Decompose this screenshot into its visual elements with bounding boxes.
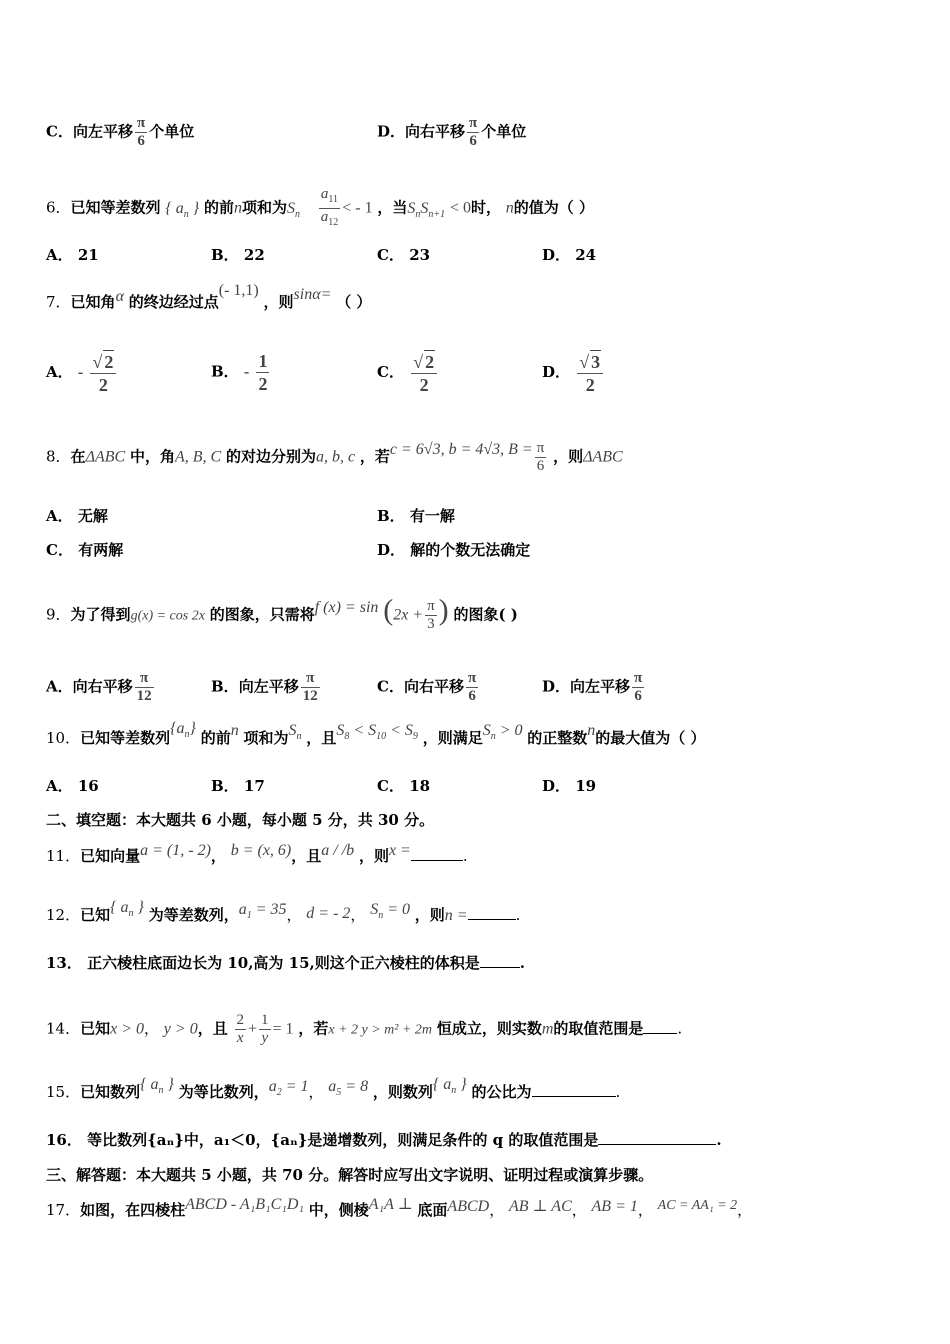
q6-option-a: A． 21: [46, 246, 99, 264]
question-8: 8．在ΔABC 中，角A, B, C 的对边分别为a, b, c ，若c = 6√3, b = 4√3, B = $\frac{\pi}{6}$ ，则ΔABC: [46, 440, 623, 474]
question-10: 10．已知等差数列$\{a_n\}$ 的前n 项和为$S_n$ ，且$S_8 < S_{10} < S_9$ ，则满足$S_n > 0$ 的正整数n的最大值为（ ）: [46, 720, 706, 747]
answer-blank: [411, 860, 463, 861]
question-15: 15．已知数列{ $a_n$ } 为等比数列，$a_2 = 1$， $a_5 = 8$ ，则数列{ $a_n$ } 的公比为 .: [46, 1076, 621, 1101]
q8-option-b: B． 有一解: [377, 507, 455, 525]
q6-option-d: D． 24: [542, 246, 597, 264]
q8-option-c: C． 有两解: [46, 541, 124, 559]
q5-option-d: D．向右平移 $\frac{\pi}{6}$ 个单位: [377, 115, 527, 149]
q8-option-d: D． 解的个数无法确定: [377, 541, 531, 559]
q9-option-d: D．向左平移 $\frac{\pi}{6}$: [542, 670, 643, 704]
q8-option-a: A． 无解: [46, 507, 108, 525]
q7-option-c: C． $\frac{√ 2}{2}$: [377, 350, 439, 396]
question-6: 6．已知等差数列 { $a_n$ } 的前n项和为$S_n$ $\frac{a_{11}}{a_{12}}$ < - 1 ，当$S_nS_{n+1} < 0$时， n的值为（ ）: [46, 186, 594, 228]
question-7: 7．已知角α 的终边经过点(- 1,1) ，则sinα= （ ）: [46, 282, 372, 311]
section-3-heading: 三、解答题：本大题共 5 小题，共 70 分。解答时应写出文字说明、证明过程或演算步骤。: [46, 1166, 654, 1184]
q7-option-d: D． $\frac{√ 3}{2}$: [542, 350, 605, 396]
q10-option-d: D． 19: [542, 777, 597, 795]
q5-option-c: C．向左平移 $\frac{\pi}{6}$ 个单位: [46, 115, 195, 149]
question-17: 17．如图，在四棱柱ABCD - A₁B₁C₁D₁ 中，侧棱A₁A ⊥ 底面ABCD， AB ⊥ AC， AB = 1， AC = AA₁ = 2，: [46, 1196, 753, 1219]
q9-option-c: C．向右平移 $\frac{\pi}{6}$: [377, 670, 477, 704]
question-9: 9．为了得到g(x) = cos 2x 的图象，只需将f (x) = sin (2x + $\frac{\pi}{3}$ ) 的图象( ): [46, 593, 518, 632]
q9-option-a: A．向右平移 $\frac{\pi}{12}$: [46, 670, 152, 704]
question-16: 16． 等比数列{aₙ}中，a₁＜0，{aₙ}是递增数列，则满足条件的 q 的取值范围是 .: [46, 1131, 722, 1149]
q9-option-b: B．向左平移 $\frac{\pi}{12}$: [211, 670, 318, 704]
answer-blank: [643, 1033, 677, 1034]
answer-blank: [598, 1144, 716, 1145]
q6-option-b: B． 22: [211, 246, 265, 264]
question-12: 12．已知{ $a_n$ } 为等差数列，$a_1 = 35$， d = - 2， $S_n = 0$ ，则n = .: [46, 899, 521, 924]
q6-option-c: C． 23: [377, 246, 431, 264]
answer-blank: [532, 1096, 616, 1097]
q10-option-c: C． 18: [377, 777, 431, 795]
q10-option-a: A． 16: [46, 777, 99, 795]
answer-blank: [480, 967, 520, 968]
q7-option-a: A． - $\frac{√ 2}{2}$: [46, 350, 118, 396]
question-13: 13． 正六棱柱底面边长为 10,高为 15,则这个正六棱柱的体积是 .: [46, 954, 525, 972]
question-11: 11．已知向量a = (1, - 2)， b = (x, 6)，且a / /b ，则x = .: [46, 842, 468, 865]
question-14: 14．已知x > 0， y > 0，且 $\frac{2}{x}$ + $\frac{1}{y}$ = 1 ，若x + 2 y > m² + 2m 恒成立，则实数m的取值范围是 .: [46, 1012, 683, 1046]
answer-blank: [468, 919, 516, 920]
q7-option-b: B． - $\frac{1}{2}$: [211, 351, 268, 394]
q10-option-b: B． 17: [211, 777, 265, 795]
section-2-heading: 二、填空题：本大题共 6 小题，每小题 5 分，共 30 分。: [46, 811, 435, 829]
